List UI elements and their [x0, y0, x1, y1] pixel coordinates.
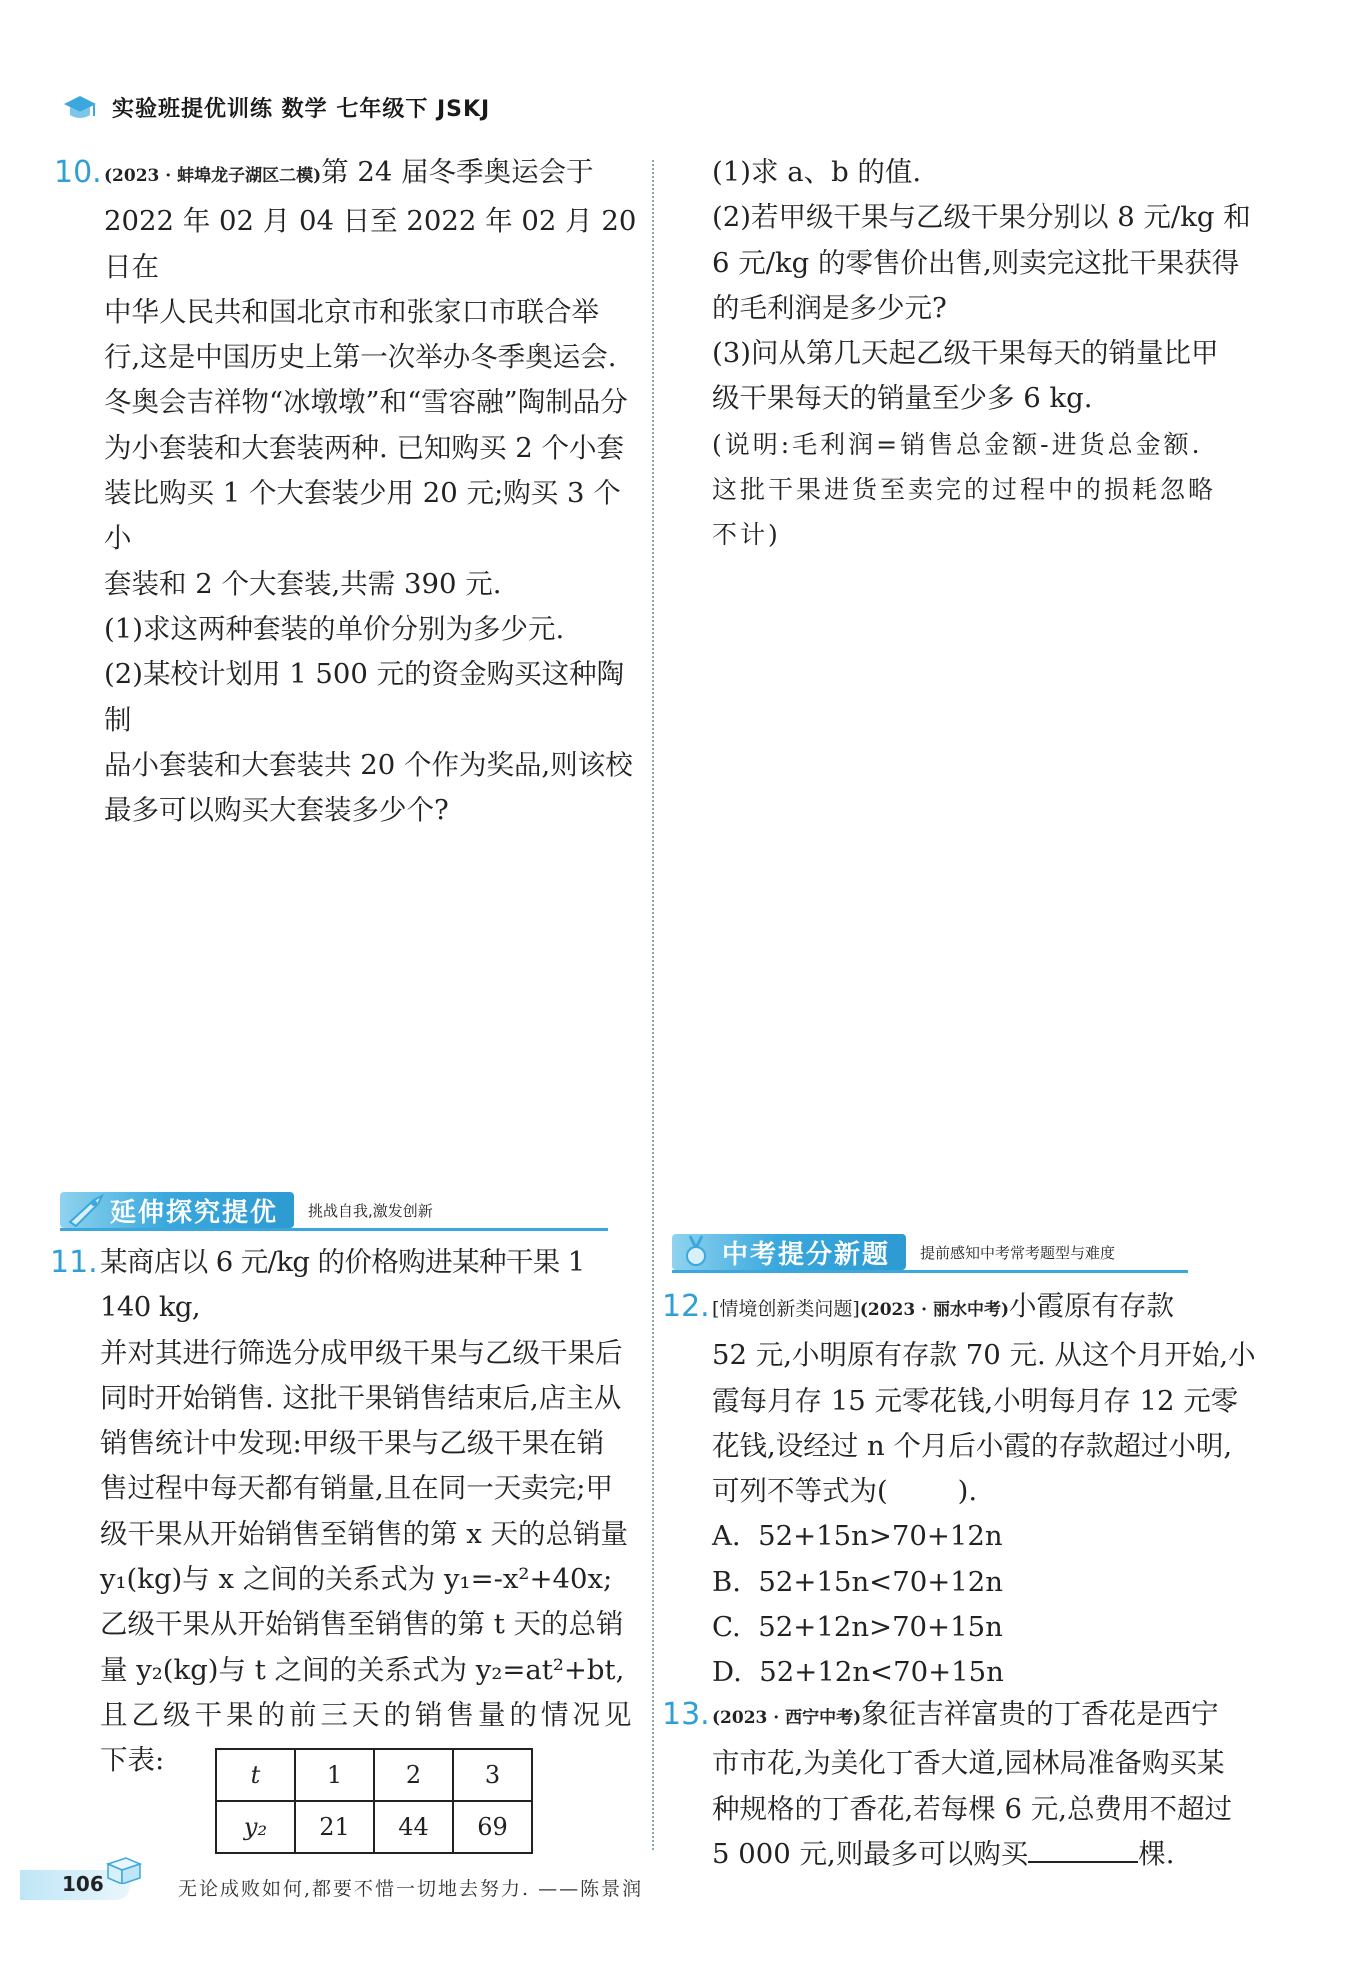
table-cell: t — [216, 1749, 295, 1801]
question-line: 量 y₂(kg)与 t 之间的关系式为 y₂=at²+bt, — [100, 1653, 625, 1686]
question-line: 装比购买 1 个大套装少用 20 元;购买 3 个小 — [104, 477, 621, 555]
question-line: 同时开始销售. 这批干果销售结束后,店主从 — [100, 1381, 622, 1414]
question-line: 5 000 元,则最多可以购买 棵. — [712, 1832, 1272, 1877]
question-line: 级干果从开始销售至销售的第 x 天的总销量 — [100, 1517, 628, 1550]
question-line: y₁(kg)与 x 之间的关系式为 y₁=-x²+40x; — [100, 1563, 613, 1596]
question-13 — [662, 1692, 1272, 1877]
question-line: 可列不等式为( ). — [712, 1475, 978, 1508]
section-header-exam — [672, 1234, 1115, 1270]
question-line: 乙级干果从开始销售至销售的第 t 天的总销 — [100, 1608, 624, 1641]
section-subtitle: 提前感知中考常考题型与难度 — [920, 1243, 1116, 1262]
option-b: B. 52+15n<70+12n — [712, 1565, 1003, 1598]
question-line: 级干果每天的销量至少多 6 kg. — [712, 382, 1093, 415]
question-line: 种规格的丁香花,若每棵 6 元,总费用不超过 — [712, 1792, 1232, 1825]
question-line: 的毛利润是多少元? — [712, 291, 947, 324]
question-line: (2)若甲级干果与乙级干果分别以 8 元/kg 和 — [712, 201, 1251, 234]
question-line: 为小套装和大套装两种. 已知购买 2 个小套 — [104, 431, 624, 464]
section-title: 中考提分新题 — [672, 1234, 906, 1270]
table-cell: 2 — [374, 1749, 453, 1801]
question-12 — [662, 1284, 1272, 1696]
question-line: 冬奥会吉祥物“冰墩墩”和“雪容融”陶制品分 — [104, 386, 628, 419]
question-line: 售过程中每天都有销量,且在同一天卖完;甲 — [100, 1472, 614, 1505]
question-tag: [情境创新类问题] — [712, 1298, 860, 1320]
medal-icon — [682, 1234, 712, 1270]
section-underline — [60, 1228, 608, 1231]
question-line: 2022 年 02 月 04 日至 2022 年 02 月 20 日在 — [104, 205, 637, 283]
answer-blank — [1028, 1833, 1138, 1863]
question-11 — [50, 1240, 640, 1784]
page-header — [62, 92, 490, 123]
question-line: 霞每月存 15 元零花钱,小明每月存 12 元零 — [712, 1384, 1239, 1417]
table-row — [216, 1801, 532, 1853]
table-cell: 69 — [453, 1801, 532, 1853]
note-line: 这批干果进货至卖完的过程中的损耗忽略 — [712, 475, 1217, 505]
section-header-extension — [60, 1192, 433, 1228]
question-line: 花钱,设经过 n 个月后小霞的存款超过小明, — [712, 1429, 1233, 1462]
question-line: (3)问从第几天起乙级干果每天的销量比甲 — [712, 337, 1219, 370]
data-table — [215, 1748, 533, 1854]
option-d: D. 52+12n<70+15n — [712, 1656, 1004, 1689]
question-line: (2023 · 蚌埠龙子湖区二模)第 24 届冬季奥运会于 — [104, 156, 594, 188]
question-line: 套装和 2 个大套装,共需 390 元. — [104, 567, 502, 600]
option-a: A. 52+15n>70+12n — [712, 1520, 1003, 1553]
table-cell: 1 — [295, 1749, 374, 1801]
footer-quote: 无论成败如何,都要不惜一切地去努力. ——陈景润 — [178, 1878, 644, 1900]
question-line: 中华人民共和国北京市和张家口市联合举 — [104, 295, 599, 328]
question-line: 52 元,小明原有存款 70 元. 从这个月开始,小 — [712, 1339, 1256, 1372]
header-title: 实验班提优训练 数学 七年级下 JSKJ — [112, 97, 491, 122]
note-line: (说明:毛利润=销售总金额-进货总金额. — [712, 429, 1203, 459]
section-title: 延伸探究提优 — [60, 1192, 294, 1228]
question-line: (1)求这两种套装的单价分别为多少元. — [104, 612, 565, 645]
question-line: 6 元/kg 的零售价出售,则卖完这批干果获得 — [712, 246, 1240, 279]
question-number: 13. — [662, 1697, 710, 1732]
question-line: 销售统计中发现:甲级干果与乙级干果在销 — [100, 1427, 605, 1460]
question-source: (2023 · 丽水中考) — [859, 1300, 1009, 1320]
table-cell: y₂ — [216, 1801, 295, 1853]
question-line: 并对其进行筛选分成甲级干果与乙级干果后 — [100, 1336, 623, 1369]
table-cell: 44 — [374, 1801, 453, 1853]
question-11-continued — [712, 150, 1272, 558]
page-number: 106 — [62, 1872, 104, 1896]
question-line: 最多可以购买大套装多少个? — [104, 794, 449, 827]
rocket-icon — [64, 1192, 108, 1228]
question-line: (2023 · 西宁中考)象征吉祥富贵的丁香花是西宁 — [712, 1698, 1219, 1730]
section-underline — [672, 1270, 1188, 1273]
graduation-cap-icon — [62, 94, 98, 122]
question-line: (1)求 a、b 的值. — [712, 156, 922, 188]
question-number: 10. — [54, 155, 102, 190]
question-source: (2023 · 西宁中考) — [712, 1708, 862, 1728]
question-line: 某商店以 6 元/kg 的价格购进某种干果 1 140 kg, — [100, 1246, 585, 1324]
question-10 — [54, 150, 644, 833]
question-line: (2)某校计划用 1 500 元的资金购买这种陶制 — [104, 658, 625, 736]
question-line: 且乙级干果的前三天的销售量的情况见 — [100, 1698, 636, 1731]
table-cell: 3 — [453, 1749, 532, 1801]
table-row — [216, 1749, 532, 1801]
question-line: 下表: — [100, 1744, 165, 1777]
question-line: 品小套装和大套装共 20 个作为奖品,则该校 — [104, 748, 633, 781]
column-divider — [652, 160, 654, 1850]
option-c: C. 52+12n>70+15n — [712, 1611, 1003, 1644]
section-subtitle: 挑战自我,激发创新 — [308, 1201, 433, 1220]
table-cell: 21 — [295, 1801, 374, 1853]
question-line: 市市花,为美化丁香大道,园林局准备购买某 — [712, 1747, 1225, 1780]
question-line: [情境创新类问题](2023 · 丽水中考)小霞原有存款 — [712, 1290, 1174, 1322]
question-source: (2023 · 蚌埠龙子湖区二模) — [104, 166, 322, 186]
decorative-box-icon — [104, 1854, 144, 1884]
question-line: 行,这是中国历史上第一次举办冬季奥运会. — [104, 341, 617, 374]
note-line: 不计) — [712, 520, 781, 550]
question-number: 12. — [662, 1289, 710, 1324]
question-number: 11. — [50, 1245, 98, 1280]
